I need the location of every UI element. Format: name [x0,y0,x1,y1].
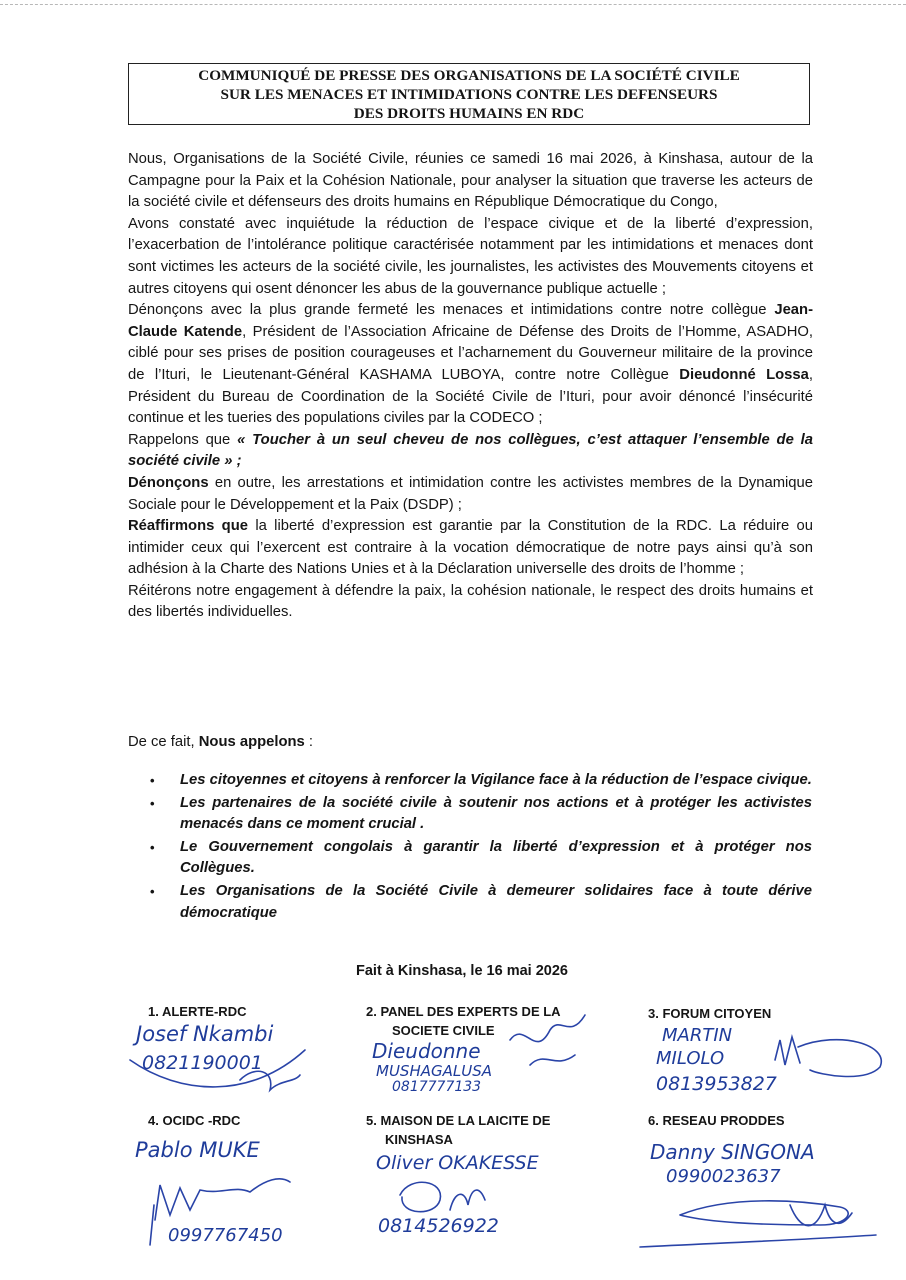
list-item [150,837,812,880]
arrestations-lead: Dénonçons [128,474,209,491]
signature-6-mark [640,1185,880,1255]
signatory-5-phone: 0814526922 [378,1215,499,1237]
title-box [128,63,810,125]
denonciation-text-c: , Président du Bureau de Coordination de la Société Civile de l’Ituri, pour avoir dénoncé l’insécurité continue et les tueries des populations civiles par la CODECO ; [128,366,813,427]
signatory-4-label: 4. OCIDC -RDC [148,1113,241,1128]
denonciation-text-a: Dénonçons avec la plus grande fermeté les menaces et intimidations contre notre collègue [128,302,775,319]
title-line-2: SUR LES MENACES ET INTIMIDATIONS CONTRE LES DEFENSEURS [220,86,718,103]
call-intro [128,732,313,753]
signature-3-mark [770,1025,895,1085]
call-intro-text: De ce fait, [128,734,199,750]
signatory-6-label: 6. RESEAU PRODDES [648,1113,785,1128]
name-lossa: Dieudonné Lossa [679,366,809,383]
signatory-2-label: 2. PANEL DES EXPERTS DE LA [366,1004,561,1019]
paragraph-engagement: Réitérons notre engagement à défendre la paix, la cohésion nationale, le respect des droits humains et des libertés individuelles. [128,582,813,621]
reaffirmation-text: la liberté d’expression est garantie par la Constitution de la RDC. La réduire ou intimider ceux qui l’exercent est contraire à la vocation démocratique de notre pays ainsi qu’à son adhésion à la Charte des Nations Unies et à la Déclaration universelle des droits de l’homme ; [128,518,813,578]
signatory-3-firstname: MARTIN [662,1025,733,1046]
reaffirmation-lead: Réaffirmons que [128,518,248,535]
signatory-5-label-2: KINSHASA [385,1132,453,1147]
signatory-2-label-2: SOCIETE CIVILE [392,1023,495,1038]
name-katende: Jean-Claude Katende [128,302,813,340]
signatory-5-name: Oliver OKAKESSE [376,1152,539,1174]
bullet-icon: • [150,795,155,811]
paragraph-rappel [128,430,813,473]
bullet-icon: • [150,773,155,788]
signatory-3-lastname: MILOLO [656,1048,725,1069]
signature-5-mark [380,1175,500,1220]
call-text: Les Organisations de la Société Civile à demeurer solidaires face à toute dérive démocratique [180,882,812,921]
list-item [150,770,812,792]
signatory-5-label: 5. MAISON DE LA LAICITE DE [366,1113,551,1128]
signatory-2-surname: MUSHAGALUSA [376,1062,492,1080]
paragraph-arrestations [128,473,813,516]
denonciation-text-b: , Président de l’Association Africaine de Défense des Droits de l’Homme, ASADHO, ciblé pour ses prises de position courageuses et l’acharnement du Gouverneur militaire de la province de l’Ituri, le Lieutenant-Général KASHAMA LUBOYA, contre notre Collègue [128,323,814,383]
bullet-icon: • [150,839,155,855]
paragraph-intro: Nous, Organisations de la Société Civile, réunies ce samedi 16 mai 2026, à Kinshasa, autour de la Campagne pour la Paix et la Cohésion Nationale, pour analyser la situation que traverse les acteurs de la société civile et défenseurs des droits humains en République Démocratique du Congo, [128,151,813,211]
signatory-3-phone: 0813953827 [656,1073,777,1095]
signatory-2-name: Dieudonne [372,1039,481,1063]
signatory-3-label: 3. FORUM CITOYEN [648,1006,772,1021]
call-intro-bold: Nous appelons [198,734,305,750]
signature-2-mark [500,1010,600,1080]
page-top-edge [0,4,906,6]
place-date: Fait à Kinshasa, le 16 mai 2026 [356,963,568,979]
signature-4-mark [140,1170,310,1250]
paragraph-reaffirmation [128,516,813,581]
signatory-1-phone: 0821190001 [142,1052,263,1074]
signatory-1-name: Josef Nkambi [136,1022,274,1046]
communique-body [128,149,813,624]
signatory-2-phone: 0817777133 [392,1079,482,1095]
signatory-1-label: 1. ALERTE-RDC [148,1004,247,1019]
call-text: Les citoyennes et citoyens à renforcer la Vigilance face à la réduction de l’espace civique. [180,772,812,788]
title-line-3: DES DROITS HUMAINS EN RDC [353,105,585,122]
signatory-4-name: Pablo MUKE [135,1138,260,1162]
paragraph-denonciation [128,300,813,430]
signatory-4-phone: 0997767450 [168,1225,283,1246]
signature-1-mark [120,1020,320,1105]
rappel-text: Rappelons que [128,431,238,448]
call-intro-colon: : [304,734,314,750]
call-text: Le Gouvernement congolais à garantir la liberté d’expression et à protéger nos Collègues. [180,838,812,877]
calls-list [150,770,812,925]
bullet-icon: • [150,883,155,899]
signatory-6-name: Danny SINGONA [650,1140,815,1164]
call-text: Les partenaires de la société civile à soutenir nos actions et à protéger les activistes menacés dans ce moment crucial . [180,794,812,833]
arrestations-text: en outre, les arrestations et intimidation contre les activistes membres de la Dynamique Sociale pour le Développement et la Paix (DSDP) ; [128,474,813,513]
signatory-6-phone: 0990023637 [666,1166,781,1187]
list-item [150,881,812,924]
list-item [150,793,812,836]
paragraph-constat: Avons constaté avec inquiétude la réduction de l’espace civique et de la liberté d’expression, l’exacerbation de l’intolérance politique caractérisée notamment par les intimidations et menaces dont sont victimes les acteurs de la société civile, les journalistes, les activistes des Mouvements citoyens et autres citoyens qui osent dénoncer les abus de la gouvernance publique actuelle ; [128,215,813,297]
title-line-1: COMMUNIQUÉ DE PRESSE DES ORGANISATIONS DE LA SOCIÉTÉ CIVILE [198,67,740,84]
rappel-quote: « Toucher à un seul cheveu de nos collègues, c’est attaquer l’ensemble de la société civile » ; [128,431,813,470]
